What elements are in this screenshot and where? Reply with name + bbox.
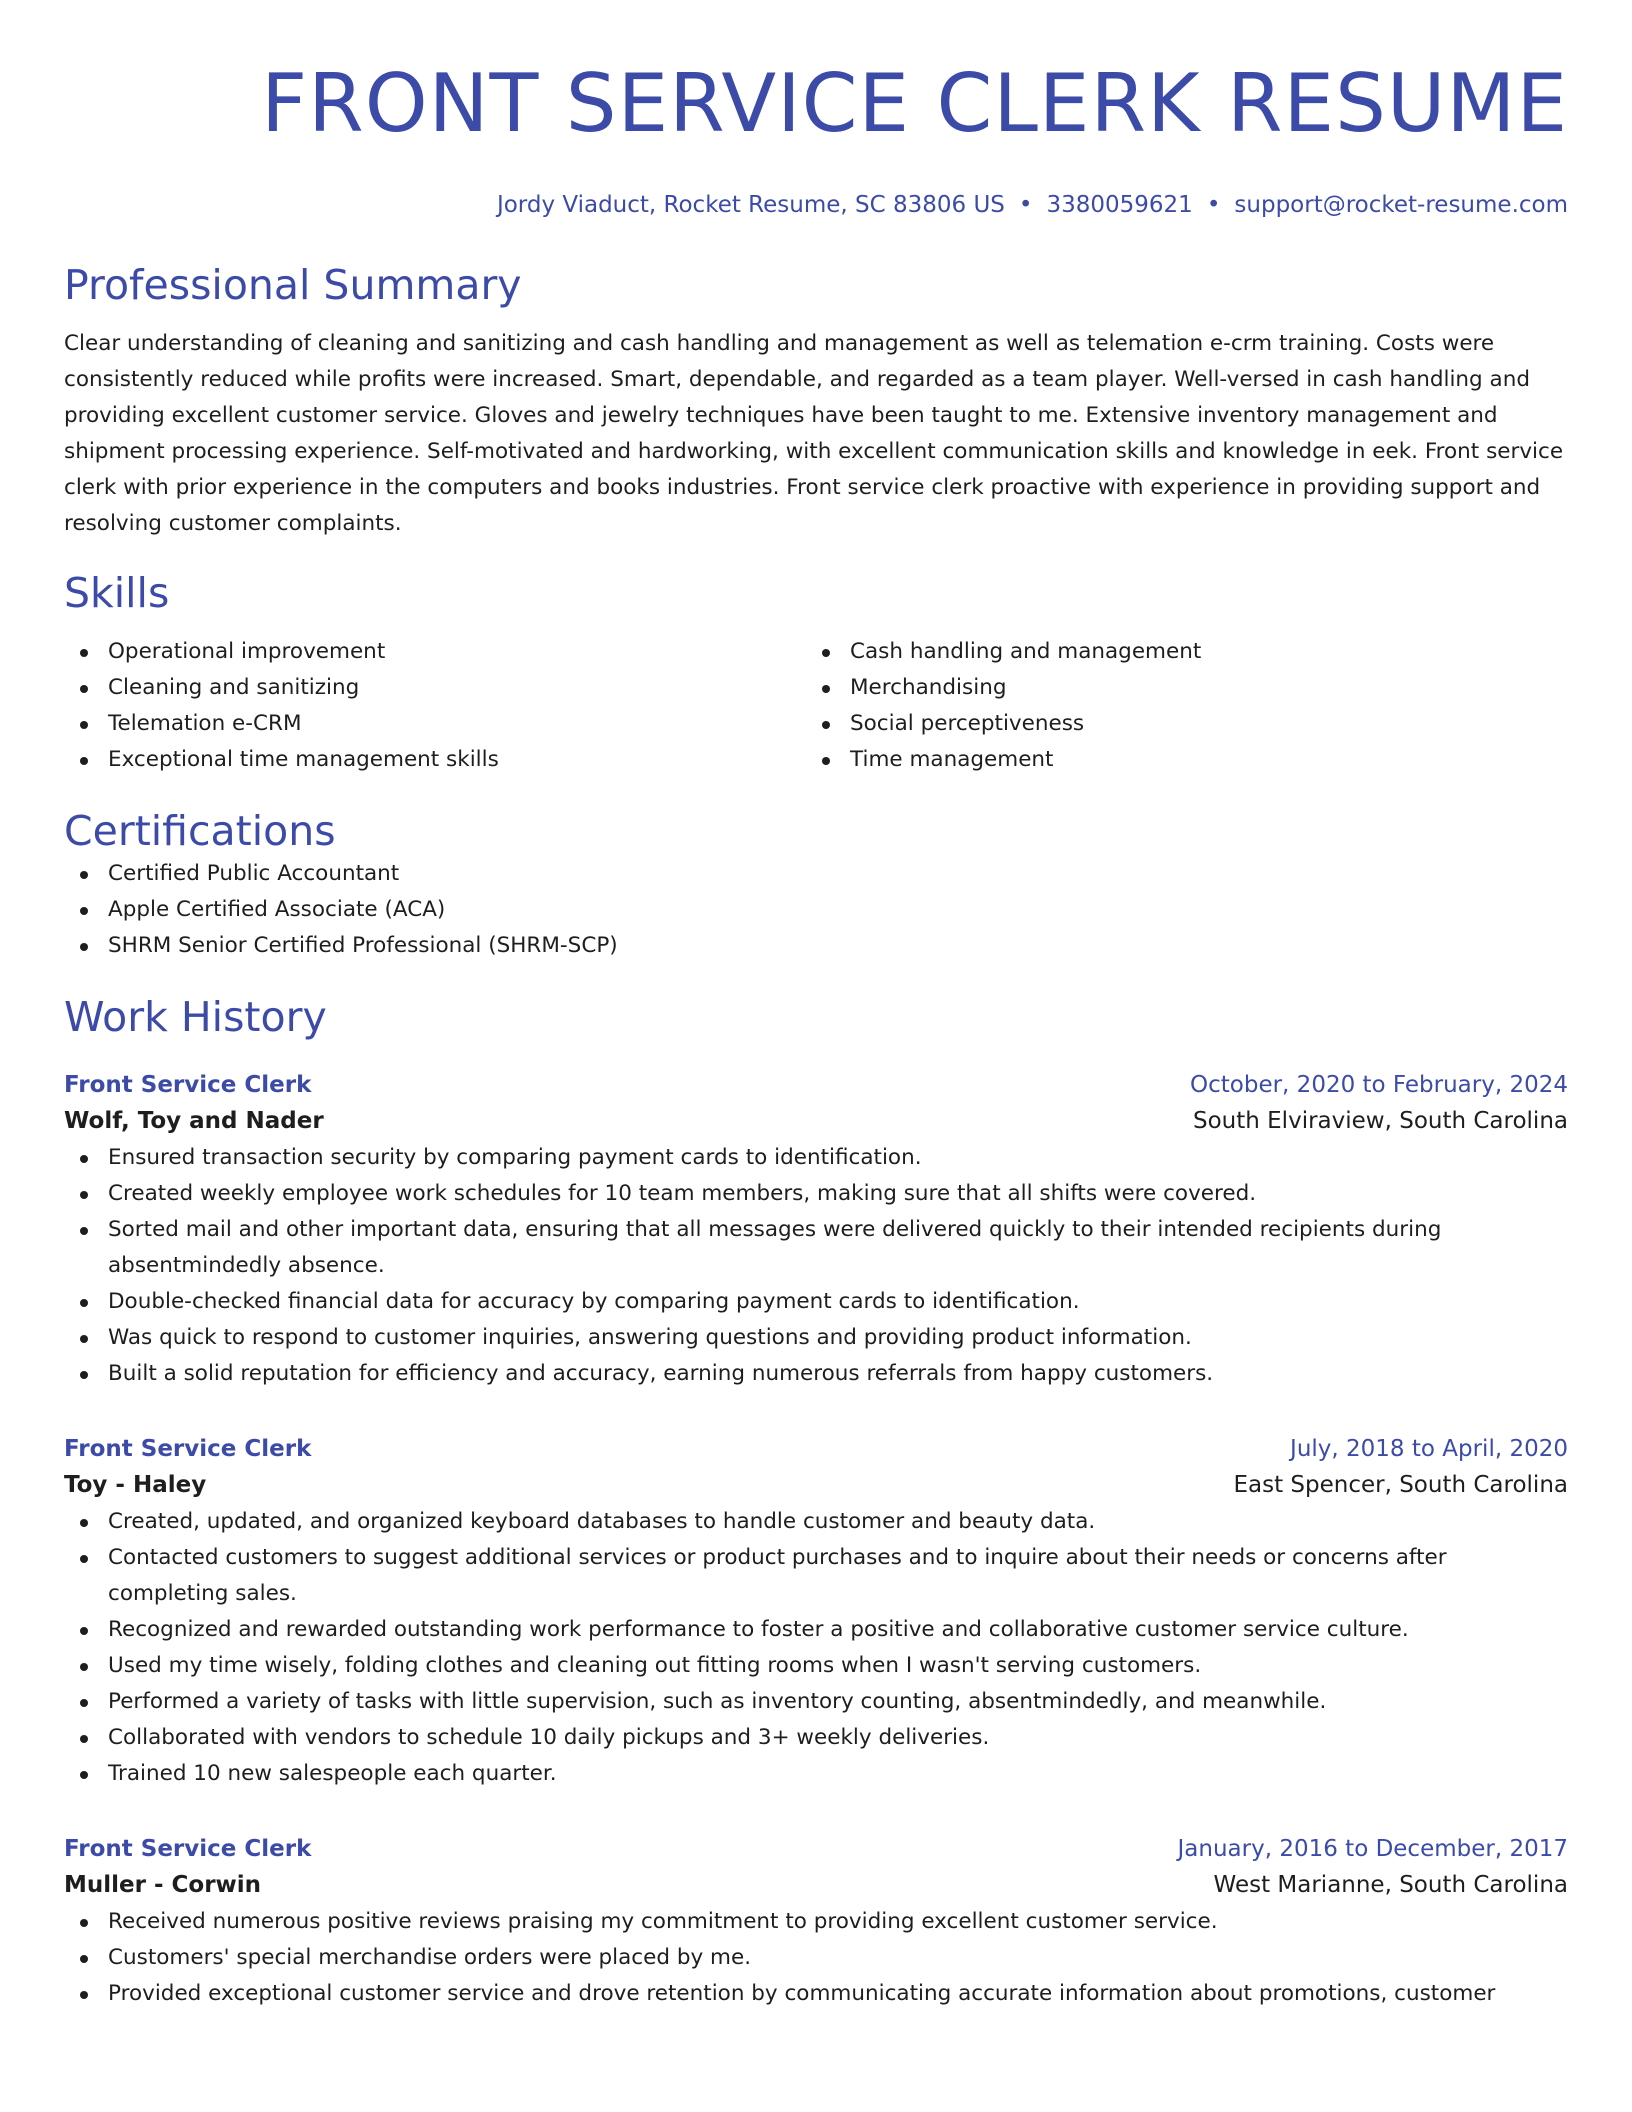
job-bullet: Provided exceptional customer service and drove retention by communicating accurate information about promotions, customer xyxy=(64,1976,1568,2012)
job-bullet: Created, updated, and organized keyboard databases to handle customer and beauty data. xyxy=(64,1504,1568,1540)
skill-item: Cash handling and management xyxy=(806,634,1548,670)
job-title: Front Service Clerk xyxy=(64,1836,312,1862)
job-bullet: Recognized and rewarded outstanding work performance to foster a positive and collaborative customer service culture. xyxy=(64,1612,1568,1648)
skills-heading: Skills xyxy=(64,569,170,617)
skill-item: Telemation e-CRM xyxy=(64,706,806,742)
job-bullet: Ensured transaction security by comparing payment cards to identification. xyxy=(64,1140,1568,1176)
skill-item: Exceptional time management skills xyxy=(64,742,806,778)
job-dates: January, 2016 to December, 2017 xyxy=(1177,1836,1568,1862)
job-location: West Marianne, South Carolina xyxy=(1213,1872,1568,1898)
job-entry xyxy=(64,1832,1568,2012)
resume-title: FRONT SERVICE CLERK RESUME xyxy=(261,57,1568,150)
contact-line xyxy=(64,190,1568,220)
summary-heading: Professional Summary xyxy=(64,261,522,309)
certifications-list xyxy=(64,856,1568,964)
skills-column-left xyxy=(64,634,806,778)
job-bullet: Double-checked financial data for accuracy by comparing payment cards to identification. xyxy=(64,1284,1568,1320)
skill-item: Cleaning and sanitizing xyxy=(64,670,806,706)
job-bullet: Was quick to respond to customer inquiries, answering questions and providing product information. xyxy=(64,1320,1568,1356)
job-bullet: Sorted mail and other important data, ensuring that all messages were delivered quickly to their intended recipients during absentmindedly absence. xyxy=(64,1212,1568,1284)
job-dates: October, 2020 to February, 2024 xyxy=(1190,1072,1568,1098)
contact-separator: • xyxy=(1206,192,1221,218)
job-title: Front Service Clerk xyxy=(64,1072,312,1098)
contact-email[interactable]: support@rocket-resume.com xyxy=(1234,192,1568,218)
job-title: Front Service Clerk xyxy=(64,1436,312,1462)
skill-item: Time management xyxy=(806,742,1548,778)
job-location: South Elviraview, South Carolina xyxy=(1193,1108,1568,1134)
skills-column-right xyxy=(806,634,1548,778)
job-bullet: Performed a variety of tasks with little supervision, such as inventory counting, absentmindedly, and meanwhile. xyxy=(64,1684,1568,1720)
job-entry xyxy=(64,1432,1568,1792)
skills-grid xyxy=(64,634,1568,778)
job-bullet: Built a solid reputation for efficiency and accuracy, earning numerous referrals from happy customers. xyxy=(64,1356,1568,1392)
contact-phone: 3380059621 xyxy=(1046,192,1193,218)
job-bullet: Collaborated with vendors to schedule 10 daily pickups and 3+ weekly deliveries. xyxy=(64,1720,1568,1756)
job-bullet: Created weekly employee work schedules for 10 team members, making sure that all shifts were covered. xyxy=(64,1176,1568,1212)
job-company: Muller - Corwin xyxy=(64,1872,262,1898)
job-company: Wolf, Toy and Nader xyxy=(64,1108,324,1134)
summary-text: Clear understanding of cleaning and sanitizing and cash handling and management as well as telemation e-crm training. Costs were consistently reduced while profits were increased. Smart, dependable, and regarded as a team player. Well-versed in cash handling and providing excellent customer service. Gloves and jewelry techniques have been taught to me. Extensive inventory management and shipment processing experience. Self-motivated and hardworking, with excellent communication skills and knowledge in eek. Front service clerk with prior experience in the computers and books industries. Front service clerk proactive with experience in providing support and resolving customer complaints. xyxy=(64,331,1564,536)
job-bullets xyxy=(64,1140,1568,1392)
skill-item: Social perceptiveness xyxy=(806,706,1548,742)
certification-item: SHRM Senior Certified Professional (SHRM-SCP) xyxy=(64,928,1568,964)
job-bullets xyxy=(64,1904,1568,2012)
job-dates: July, 2018 to April, 2020 xyxy=(1290,1436,1568,1462)
contact-separator: • xyxy=(1018,192,1033,218)
certification-item: Certified Public Accountant xyxy=(64,856,1568,892)
work-history-heading: Work History xyxy=(64,993,327,1041)
job-location: East Spencer, South Carolina xyxy=(1233,1472,1568,1498)
job-entry xyxy=(64,1068,1568,1392)
job-bullet: Received numerous positive reviews praising my commitment to providing excellent customer service. xyxy=(64,1904,1568,1940)
job-bullet: Customers' special merchandise orders were placed by me. xyxy=(64,1940,1568,1976)
job-company: Toy - Haley xyxy=(64,1472,207,1498)
skill-item: Merchandising xyxy=(806,670,1548,706)
contact-address: Jordy Viaduct, Rocket Resume, SC 83806 US xyxy=(496,192,1005,218)
job-bullets xyxy=(64,1504,1568,1792)
job-bullet: Contacted customers to suggest additional services or product purchases and to inquire about their needs or concerns after completing sales. xyxy=(64,1540,1568,1612)
job-bullet: Used my time wisely, folding clothes and cleaning out fitting rooms when I wasn't serving customers. xyxy=(64,1648,1568,1684)
job-bullet: Trained 10 new salespeople each quarter. xyxy=(64,1756,1568,1792)
certifications-heading: Certifications xyxy=(64,807,336,855)
skill-item: Operational improvement xyxy=(64,634,806,670)
certification-item: Apple Certified Associate (ACA) xyxy=(64,892,1568,928)
